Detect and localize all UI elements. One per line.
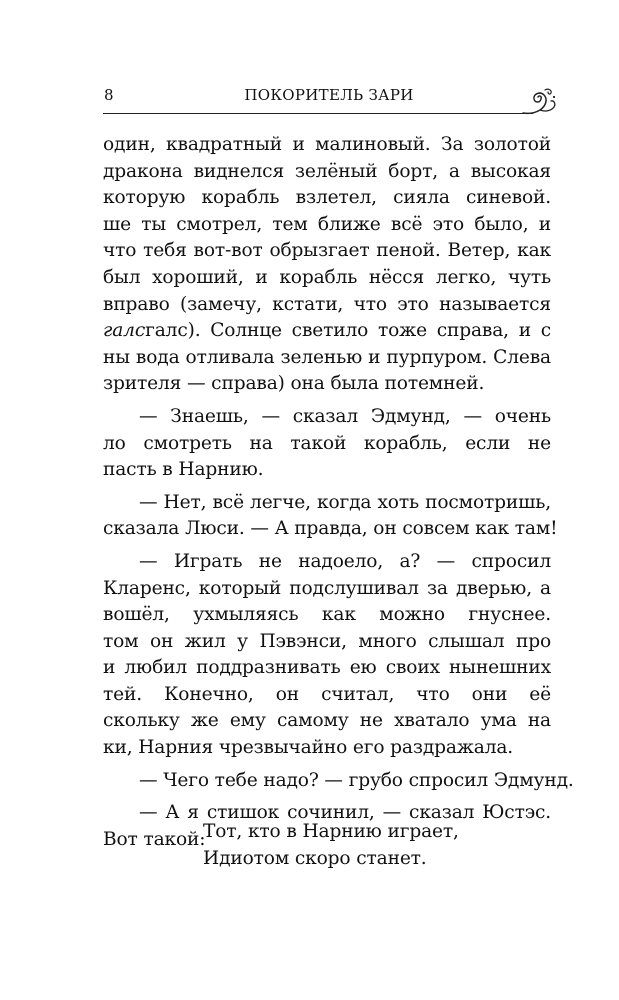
text-line: — Чего тебе надо? — грубо спросил Эдмунд. — [139, 769, 574, 791]
text-line: — А я стишок сочинил, — сказал Юстэс. — [139, 802, 551, 824]
text-line: Вот такой: — [103, 828, 206, 850]
text-line: — Играть не надоело, а? — спросил — [139, 550, 551, 572]
text-line: том он жил у Пэвэнси, много слышал про — [103, 630, 551, 652]
text-segment: вправо (замечу, кстати, что это называется — [103, 293, 551, 315]
page-number: 8 — [104, 86, 114, 104]
text-line: зрителя — справа) она была потемней. — [103, 373, 485, 395]
text-line: был хороший, и корабль нёсся легко, чуть — [103, 266, 551, 288]
text-line: которую корабль взлетел, сияла синевой. — [103, 187, 551, 209]
running-title: ПОКОРИТЕЛЬ ЗАРИ — [244, 86, 414, 104]
text-line: ло смотреть на такой корабль, если не — [103, 432, 551, 454]
text-line: ше ты смотрел, тем ближе всё это было, и — [103, 213, 551, 235]
poem-line: Идиотом скоро станет. — [203, 848, 427, 869]
italic-term: галс — [103, 320, 146, 342]
text-line: тей. Конечно, он считал, что они её — [103, 683, 551, 705]
text-line: ны вода отливала зеленью и пурпуром. Слева — [103, 346, 551, 368]
text-line: один, квадратный и малиновый. За золотой — [103, 134, 551, 155]
text-line: Кларенс, который подслушивал за дверью, а — [103, 577, 551, 599]
text-line: скольку же ему самому не хватало ума на — [103, 710, 551, 732]
text-line: что тебя вот-вот обрызгает пеной. Ветер, как — [103, 240, 551, 262]
header-rule — [103, 113, 533, 114]
poem-line: Тот, кто в Нарнию играет, — [203, 821, 459, 842]
text-line: — Знаешь, — сказал Эдмунд, — очень — [139, 405, 551, 427]
text-line: вошёл, ухмыляясь как можно гнуснее. — [103, 604, 551, 626]
text-segment: галс). Солнце светило тоже справа, и с — [145, 320, 551, 342]
text-line: и любил поддразнивать ею своих нынешних — [103, 657, 551, 679]
text-line: сказала Люси. — А правда, он совсем как там! — [103, 518, 558, 540]
text-line: дракона виднелся зелёный борт, а высокая — [103, 160, 551, 182]
text-line-with-italic — [103, 292, 551, 319]
body-text — [103, 132, 574, 853]
poem — [203, 818, 459, 872]
text-line-with-italic — [103, 318, 551, 345]
text-line: пасть в Нарнию. — [103, 459, 264, 481]
text-line: — Нет, всё легче, когда хоть посмотришь, — [139, 491, 551, 513]
swirl-ornament-icon — [521, 84, 557, 120]
running-header — [103, 84, 555, 124]
text-line: ки, Нарния чрезвычайно его раздражала. — [103, 737, 514, 759]
